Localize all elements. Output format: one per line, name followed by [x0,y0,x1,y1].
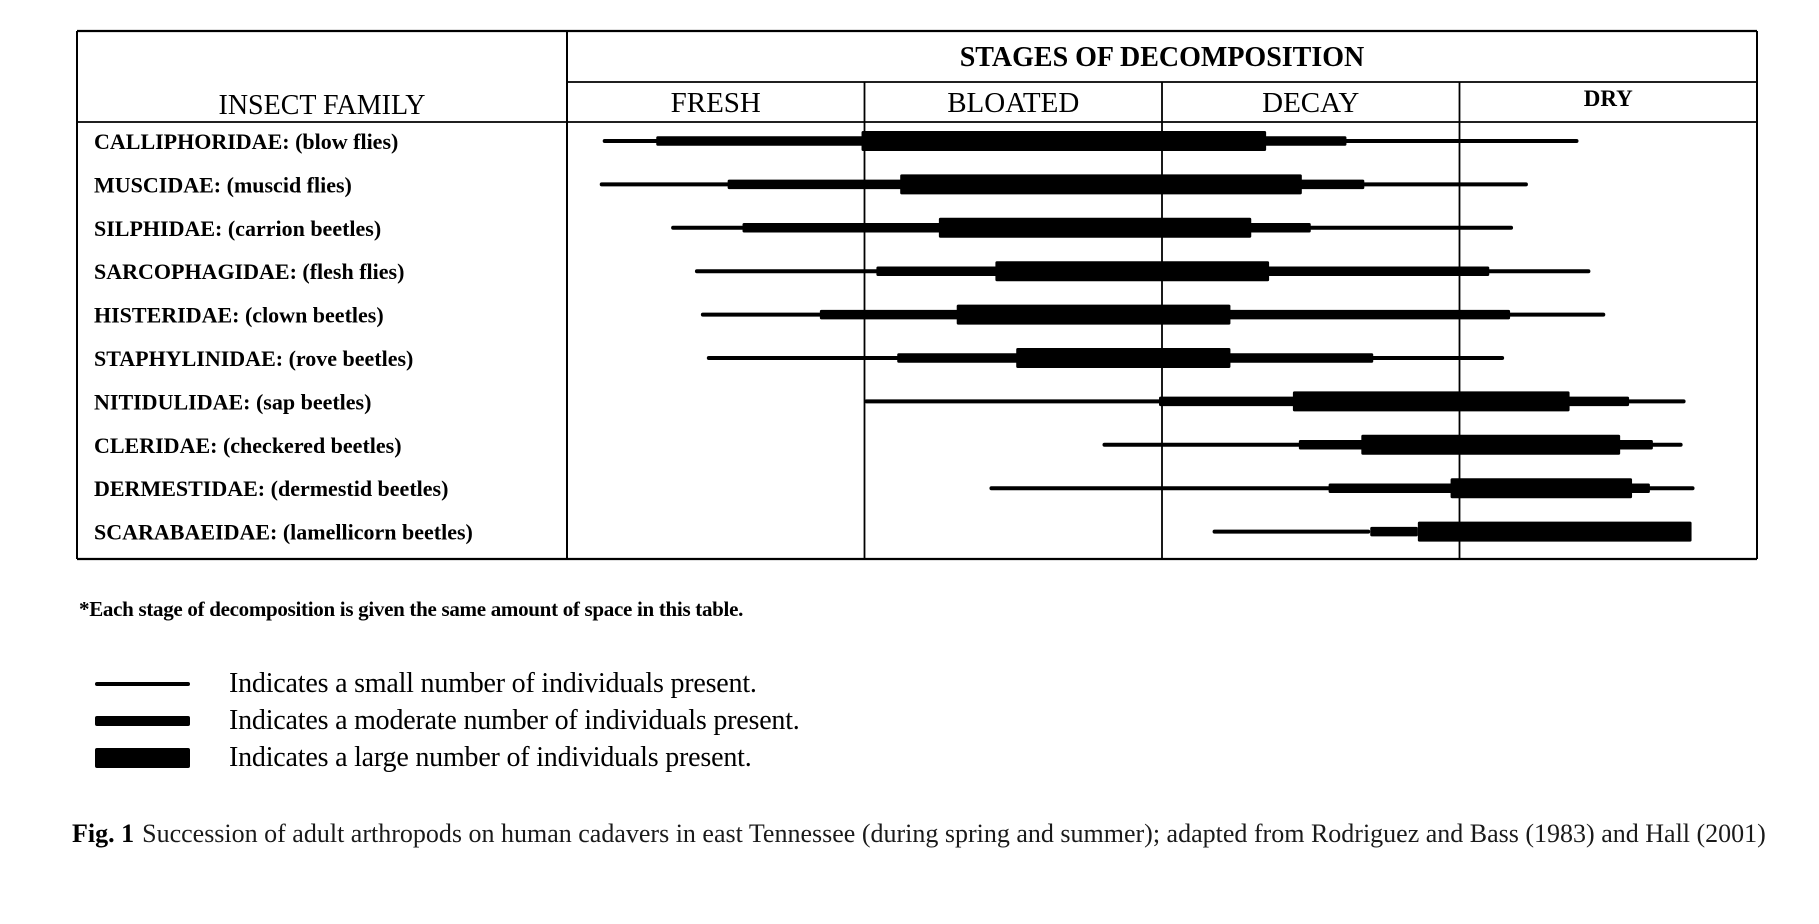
large-abundance-bar [957,305,1231,325]
large-abundance-bar [900,174,1302,194]
row-label: SARCOPHAGIDAE: (flesh flies) [94,259,405,285]
legend-label: Indicates a moderate number of individuals present. [229,704,800,736]
row-bars [865,391,1686,411]
row-bars [707,348,1504,368]
caption-text: Succession of adult arthropods on human cadavers in east Tennessee (during spring and summer); adapted from Rodriguez and Bass (1983) and Hall (2001) [142,819,1766,848]
row-label: HISTERIDAE: (clown beetles) [94,302,384,328]
row-bars [671,218,1513,238]
small-line-swatch [95,682,190,686]
insect-family-header: INSECT FAMILY [218,90,426,121]
row-bars [603,131,1579,151]
row-label: NITIDULIDAE: (sap beetles) [94,389,372,415]
row-label: DERMESTIDAE: (dermestid beetles) [94,476,449,502]
stage-header-decay: DECAY [1262,87,1360,119]
figure-label: Fig. 1 [72,819,135,848]
large-line-swatch [95,748,190,768]
legend-label: Indicates a small number of individuals present. [229,667,757,699]
row-bars [695,261,1590,281]
row-bars [701,305,1605,325]
stage-header-bloated: BLOATED [947,87,1080,119]
row-label: MUSCIDAE: (muscid flies) [94,172,352,198]
moderate-abundance-bar [1370,527,1418,537]
large-abundance-bar [1293,391,1570,411]
row-bars [1103,435,1683,455]
row-label: CALLIPHORIDAE: (blow flies) [94,129,399,154]
large-abundance-bar [862,131,1267,151]
legend [95,665,800,776]
moderate-line-swatch [95,716,190,726]
large-abundance-bar [995,261,1269,281]
small-abundance-bar [1213,530,1371,534]
footnote: *Each stage of decomposition is given the same amount of space in this table. [79,597,744,621]
large-abundance-bar [1016,348,1230,368]
row-label: SILPHIDAE: (carrion beetles) [94,215,382,241]
legend-item-small [95,665,800,702]
row-bars [1213,522,1692,542]
legend-item-moderate [95,702,800,739]
legend-label: Indicates a large number of individuals present. [229,741,752,773]
legend-item-large [95,739,800,776]
large-abundance-bar [939,218,1251,238]
stages-title: STAGES OF DECOMPOSITION [959,42,1365,73]
figure-caption [72,818,1774,849]
row-label: STAPHYLINIDAE: (rove beetles) [94,346,414,371]
row-bars [600,174,1528,194]
row-label: SCARABAEIDAE: (lamellicorn beetles) [94,519,473,545]
large-abundance-bar [1418,522,1692,542]
stage-header-fresh: FRESH [670,87,761,119]
stage-header-dry: DRY [1583,86,1633,111]
row-bars [989,478,1694,498]
large-abundance-bar [1361,435,1620,455]
large-abundance-bar [1451,478,1632,498]
row-label: CLERIDAE: (checkered beetles) [94,432,402,458]
